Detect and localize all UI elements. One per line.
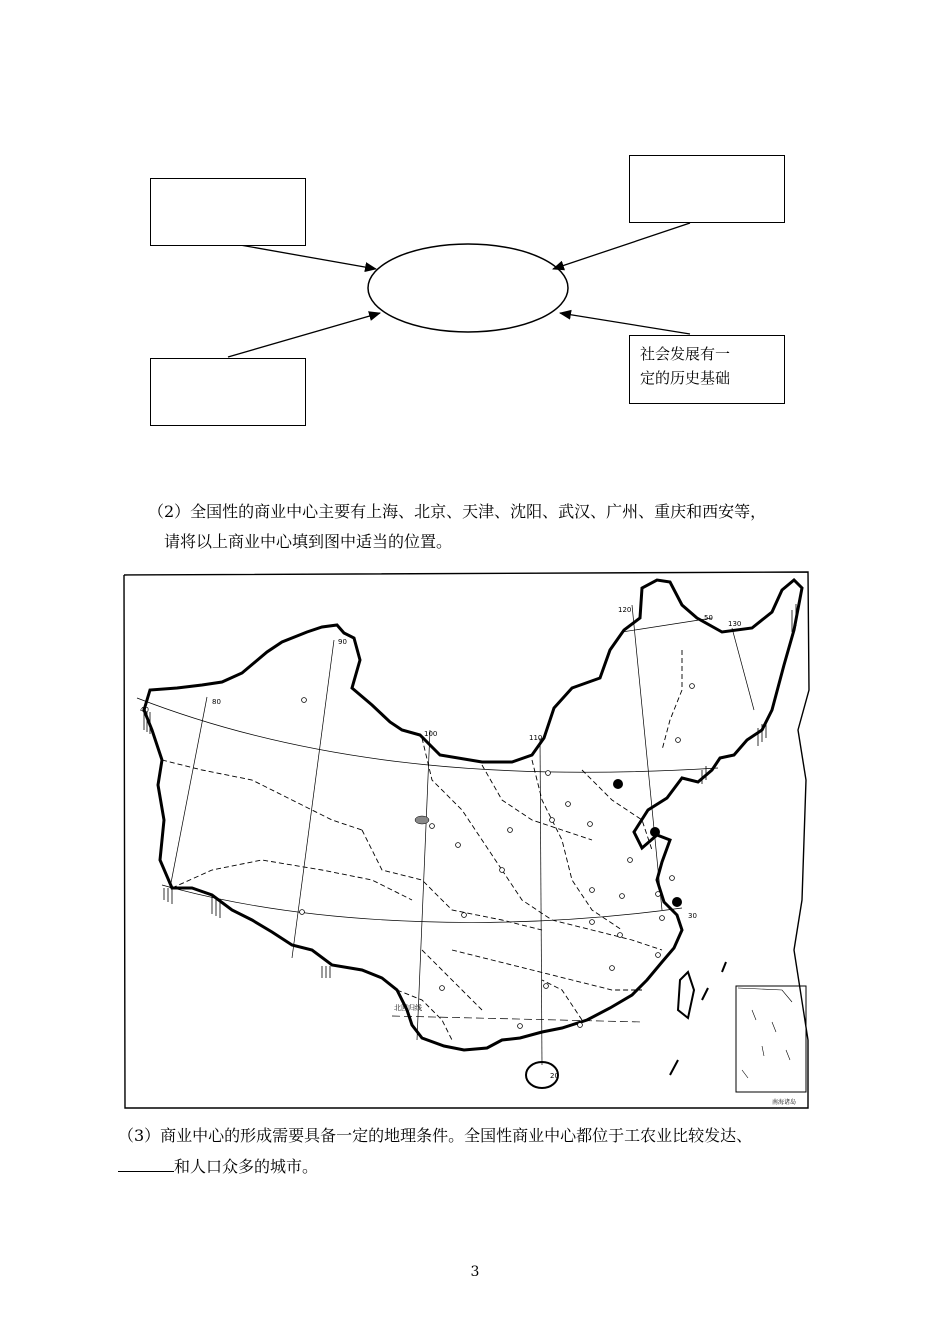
diagram-box-bottom-left xyxy=(150,358,306,426)
question2-line2: 请将以上商业中心填到图中适当的位置。 xyxy=(164,532,453,551)
concept-diagram xyxy=(0,0,950,460)
lon-label-80: 80 xyxy=(212,698,221,706)
tropic-label: 北回归线 xyxy=(394,1004,422,1012)
answer-blank[interactable] xyxy=(118,1155,174,1172)
question2-line1: （2）全国性的商业中心主要有上海、北京、天津、沈阳、武汉、广州、重庆和西安等， xyxy=(148,502,767,521)
china-outline xyxy=(144,580,802,1050)
taiwan-island xyxy=(678,972,694,1018)
lat-label-20: 20 xyxy=(550,1072,559,1080)
qinghai-lake xyxy=(415,816,429,824)
lon-label-100: 100 xyxy=(424,730,438,738)
box-text-line1: 社会发展有一 xyxy=(640,345,731,363)
lat-label-50: 50 xyxy=(704,614,713,622)
province-boundaries xyxy=(162,650,682,1040)
question3-line2 xyxy=(118,1152,318,1182)
arrow-bottom-right xyxy=(560,313,690,334)
lon-label-90: 90 xyxy=(338,638,347,646)
diagram-box-bottom-right xyxy=(629,335,785,404)
arrow-top-left xyxy=(240,245,376,269)
lat-label-30: 30 xyxy=(688,912,697,920)
diagram-box-top-left xyxy=(150,178,306,246)
inset-label: 南海诸岛 xyxy=(772,1099,797,1106)
china-map xyxy=(122,570,810,1110)
arrow-top-right xyxy=(553,223,690,269)
map-frame xyxy=(124,572,809,1108)
lon-label-130: 130 xyxy=(728,620,742,628)
box-text-line2: 定的历史基础 xyxy=(640,369,731,387)
lon-label-120: 120 xyxy=(618,606,632,614)
graticule xyxy=(137,605,754,1065)
center-ellipse xyxy=(368,244,568,332)
diagram-box-top-right xyxy=(629,155,785,223)
city-dots xyxy=(300,684,695,1029)
arrow-bottom-left xyxy=(228,313,380,357)
question3-line1: （3）商业中心的形成需要具备一定的地理条件。全国性商业中心都位于工农业比较发达、 xyxy=(118,1126,753,1145)
lon-label-110: 110 xyxy=(529,734,543,742)
inset-islands xyxy=(738,988,792,1078)
lat-label-40: 40 xyxy=(140,706,149,714)
question3-line2-text: 和人口众多的城市。 xyxy=(174,1157,319,1176)
sea-marks xyxy=(670,962,726,1075)
border-hatching xyxy=(144,604,796,978)
page-number: 3 xyxy=(470,1264,480,1280)
